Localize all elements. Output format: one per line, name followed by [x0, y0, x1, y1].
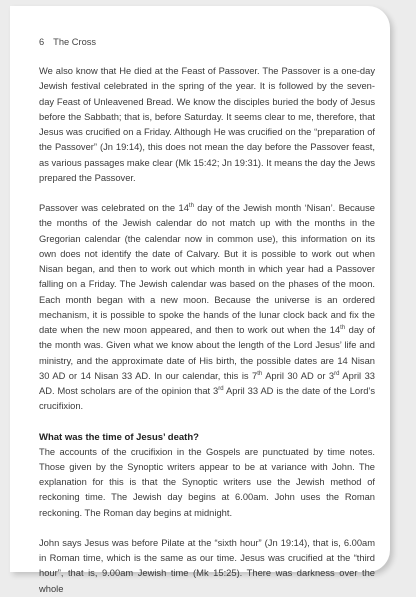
ordinal-suffix: rd [218, 386, 224, 392]
paragraph-passover-feast: We also know that He died at the Feast of Passover. The Passover is a one-day Jewish festival celebrated in the spring of the year. It is followed by the seven-day Feast of Unleavened Bread. We know the disciples buried the body of Jesus before the Sabbath; that is, before Saturday. It seems clear to me, therefore, that Jesus was crucified on a Friday. Although He was crucified on the “preparation of the Passover” (Jn 19:14), this does not mean the day before the Passover feast, as various passages make clear (Mk 15:42; Jn 19:31). It means the day the Jews prepared the Passover. [39, 66, 375, 183]
ordinal-suffix: th [340, 325, 346, 331]
paragraph-pilate-hour: John says Jesus was before Pilate at the “sixth hour” (Jn 19:14), that is, 6.00am in Roman time, which is the same as our time. Jesus was crucified at the “third hour”, that is, 9.00am Jewish time (Mk 15:25). There was darkness over the whole [39, 537, 375, 594]
text-segment: Passover was celebrated on the 14 [39, 203, 189, 213]
text-segment: April 30 AD or 3 [262, 370, 335, 381]
text-segment: day of the Jewish month ‘Nisan’. Because the months of the Jewish calendar do not match up with the months in the Gregorian calendar (the calendar now in common use), this information on its own does not identify the date of Calvary. But it is possible to work out when Nisan began, and then to work out which month in which year had a Passover falling on a Friday. The Jewish calendar was based on the phases of the moon. Each month began with a new moon. Because the universe is an ordered mechanism, it is possible to spoke the hands of the lunar clock back and fix the date when the new moon appeared, and then to work out when the 14 [39, 203, 375, 335]
paragraph-nisan-date [39, 201, 375, 415]
book-page [10, 6, 390, 594]
running-header [39, 36, 375, 48]
text-segment: day of the month was. Given what we know about the length of the Lord Jesus’ life and ministry, and the approximate date of His birth, the possible dates are 14 Nisan 30 AD or 14 Nisan 33 AD. In our calendar, this is 7 [39, 325, 375, 381]
page-number: 6 [39, 37, 45, 47]
text-segment: April 33 AD is the date of the Lord’s crucifixion. [39, 386, 375, 412]
ordinal-suffix: th [188, 203, 194, 209]
running-title: The Cross [53, 37, 97, 47]
section-heading: What was the time of Jesus’ death? [39, 431, 199, 443]
ordinal-suffix: th [257, 370, 263, 377]
page-content [39, 36, 375, 597]
paragraph-time-notes: The accounts of the crucifixion in the Gospels are punctuated by time notes. Those given by the Synoptic writers appear to be at variance with John. The explanation for this is that the Synoptic writers use the Jewish method of reckoning time. The Jewish day begins at 6.00am. John uses the Roman reckoning. The Roman day begins at midnight. [39, 446, 375, 518]
ordinal-suffix: rd [334, 370, 340, 377]
text-segment: April 33 AD. Most scholars are of the opinion that 3 [39, 370, 375, 396]
